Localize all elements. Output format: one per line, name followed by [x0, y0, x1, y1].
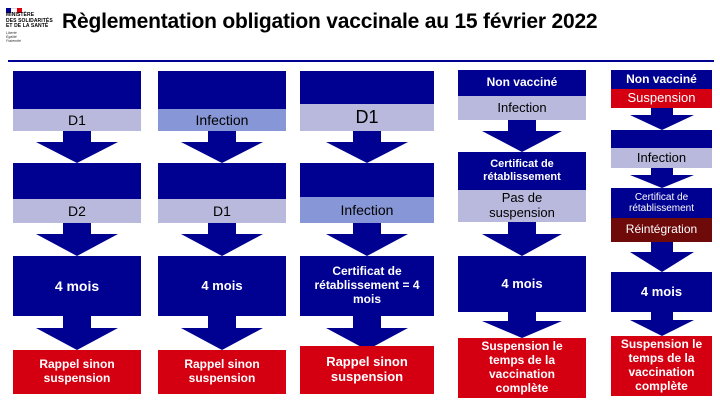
col3-step3: Certificat de rétablissement = 4 mois	[300, 256, 434, 316]
col5-header2: Suspension	[611, 89, 712, 108]
col3-step4: Rappel sinon suspension	[300, 346, 434, 394]
col2-top-block	[158, 71, 286, 109]
col1-step2: D2	[13, 199, 141, 223]
col3-arrow-1	[326, 131, 408, 163]
col3-step2: Infection	[300, 197, 434, 223]
col5-header: Non vacciné	[611, 70, 712, 89]
col1-step1: D1	[13, 109, 141, 131]
col3-arrow-3	[326, 316, 408, 350]
col2-mid-block	[158, 163, 286, 199]
col1-mid-block	[13, 163, 141, 199]
col5-step2b: Réintégration	[611, 218, 712, 242]
col2-arrow-2	[181, 223, 263, 256]
col5-step2: Certificat de rétablissement	[611, 188, 712, 218]
col1-arrow-3	[36, 316, 118, 350]
col4-step1: Infection	[458, 96, 586, 120]
col2-step3: 4 mois	[158, 256, 286, 316]
col3-step1: D1	[300, 104, 434, 131]
col1-step3: 4 mois	[13, 256, 141, 316]
col1-arrow-2	[36, 223, 118, 256]
col5-arrow-3	[630, 242, 694, 272]
col4-step2b: Pas de suspension	[458, 190, 586, 222]
logo-motto: Liberté Égalité Fraternité	[6, 30, 21, 43]
col2-arrow-3	[181, 316, 263, 350]
col3-arrow-2	[326, 223, 408, 256]
col4-arrow-3	[482, 312, 562, 338]
title-divider	[8, 60, 714, 62]
col5-mid-block	[611, 130, 712, 148]
col3-mid-block	[300, 163, 434, 197]
col2-step4: Rappel sinon suspension	[158, 350, 286, 394]
logo-line-2: DES SOLIDARITÉS	[6, 17, 53, 24]
col4-arrow-1	[482, 120, 562, 152]
col5-step1: Infection	[611, 148, 712, 168]
col1-arrow-1	[36, 131, 118, 163]
col1-top-block	[13, 71, 141, 109]
page-title: Règlementation obligation vaccinale au 15 février 2022	[62, 10, 598, 33]
col4-step3: 4 mois	[458, 256, 586, 312]
col5-step3: 4 mois	[611, 272, 712, 312]
col5-arrow-2	[630, 168, 694, 188]
col2-step1: Infection	[158, 109, 286, 131]
col2-step2: D1	[158, 199, 286, 223]
col5-step4: Suspension le temps de la vaccination complète	[611, 336, 712, 396]
col5-arrow-4	[630, 312, 694, 336]
ministry-logo	[6, 8, 58, 46]
logo-line-3: ET DE LA SANTÉ	[6, 23, 49, 29]
col2-arrow-1	[181, 131, 263, 163]
logo-line-1: MINISTÈRE	[6, 12, 35, 18]
col4-header: Non vacciné	[458, 70, 586, 96]
col4-arrow-2	[482, 222, 562, 256]
col1-step4: Rappel sinon suspension	[13, 350, 141, 394]
col5-arrow-1	[630, 108, 694, 130]
col4-step4: Suspension le temps de la vaccination complète	[458, 338, 586, 398]
col4-step2: Certificat de rétablissement	[458, 152, 586, 190]
